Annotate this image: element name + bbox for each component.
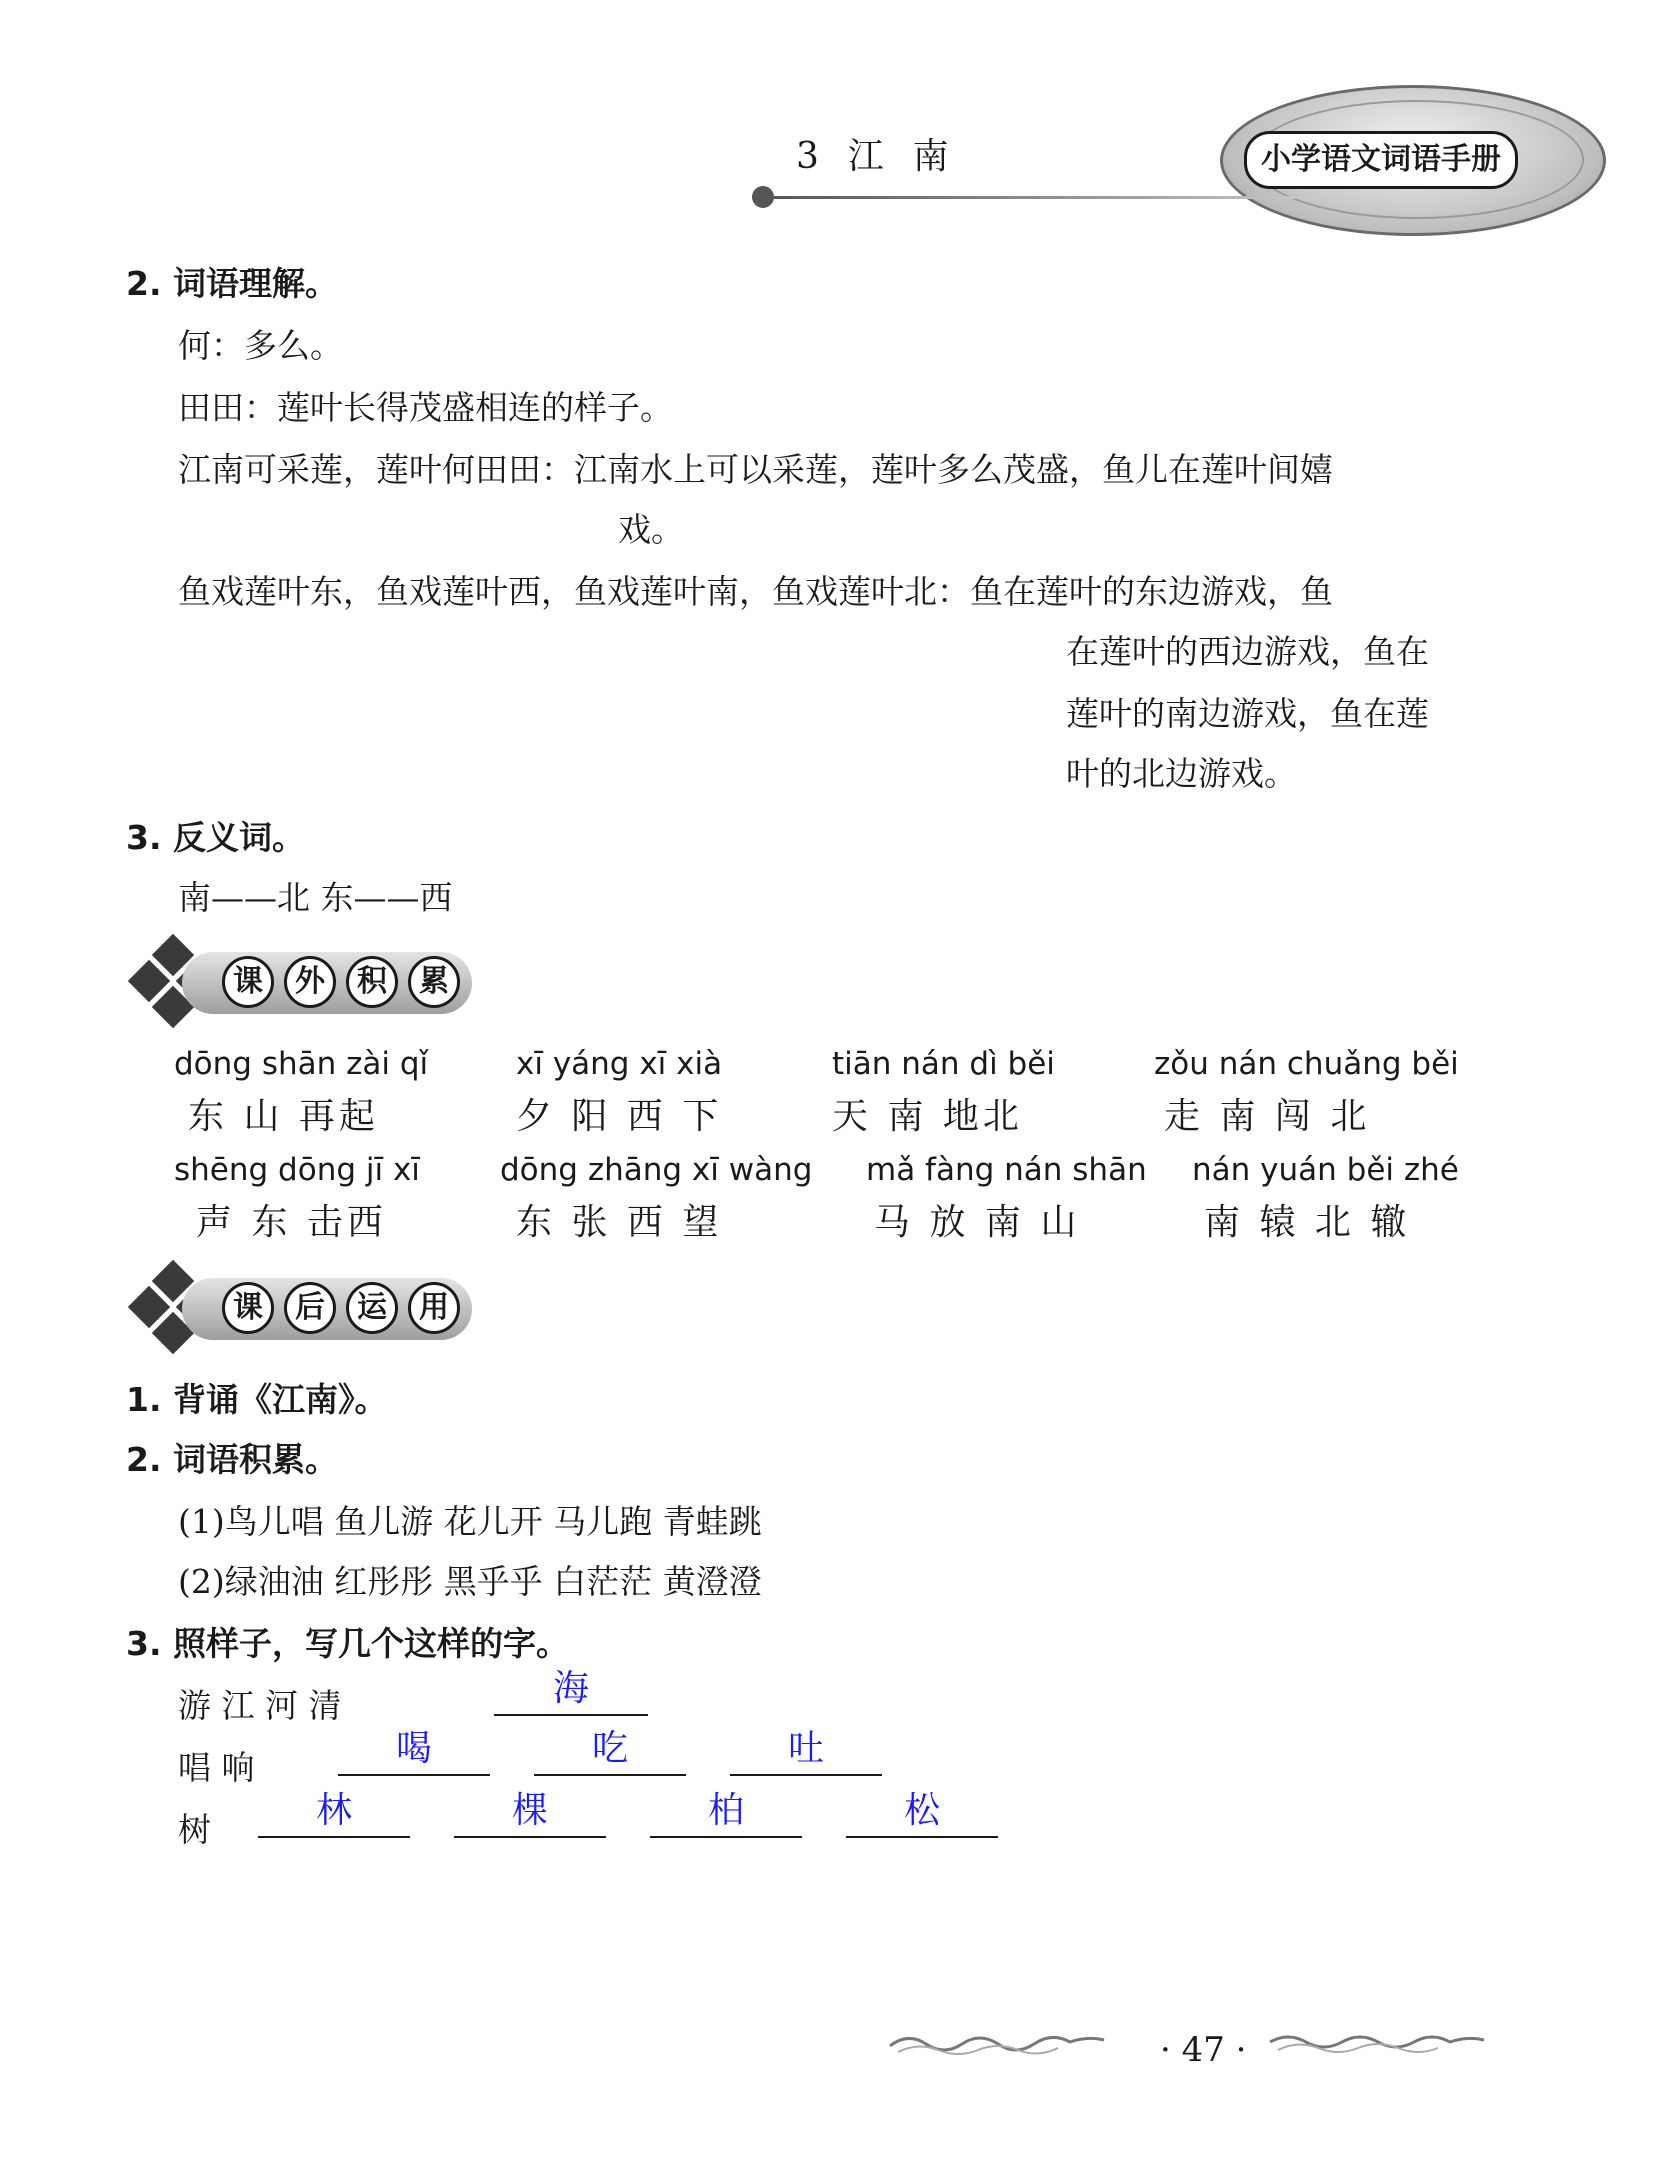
idiom-item xyxy=(516,1046,846,1139)
idiom-hanzi: 马 放 南 山 xyxy=(874,1202,1081,1243)
idiom-item xyxy=(174,1046,504,1139)
idiom-hanzi: 东 张 西 望 xyxy=(516,1202,723,1243)
exercise-row-3-prefix: 树 xyxy=(178,1810,211,1849)
definition-line2-cont-1: 在莲叶的西边游戏，鱼在 xyxy=(1066,632,1429,671)
idiom-item xyxy=(1192,1152,1522,1245)
section-badge-extracurricular xyxy=(124,930,484,1040)
after-item-recite: 1. 背诵《江南》。 xyxy=(126,1380,388,1419)
badge-char: 累 xyxy=(408,956,460,1008)
idiom-pinyin: tiān nán dì běi xyxy=(832,1046,1055,1082)
word-row-1: (1)鸟儿唱 鱼儿游 花儿开 马儿跑 青蛙跳 xyxy=(178,1502,762,1541)
idiom-item xyxy=(866,1152,1196,1245)
word-row-2: (2)绿油油 红彤彤 黑乎乎 白茫茫 黄澄澄 xyxy=(178,1562,762,1601)
lesson-title: 3 江 南 xyxy=(796,136,951,177)
definition-line1: 江南可采莲，莲叶何田田：江南水上可以采莲，莲叶多么茂盛，鱼儿在莲叶间嬉 xyxy=(178,450,1333,489)
definition-line2: 鱼戏莲叶东，鱼戏莲叶西，鱼戏莲叶南，鱼戏莲叶北：鱼在莲叶的东边游戏，鱼 xyxy=(178,572,1333,611)
idiom-hanzi: 东 山 再起 xyxy=(188,1096,379,1137)
idiom-hanzi: 声 东 击西 xyxy=(196,1202,387,1243)
answer-blank[interactable]: 吐 xyxy=(730,1728,882,1776)
wave-ornament-left xyxy=(888,2028,1108,2058)
exercise-row-1-prefix: 游 江 河 清 xyxy=(178,1686,342,1725)
exercise-row-2-prefix: 唱 响 xyxy=(178,1748,255,1787)
section-word-understanding-heading: 2. 词语理解。 xyxy=(126,264,338,303)
definition-line2-cont-3: 叶的北边游戏。 xyxy=(1066,754,1297,793)
idiom-item xyxy=(832,1046,1162,1139)
idiom-pinyin: nán yuán běi zhé xyxy=(1192,1152,1459,1188)
header-rule xyxy=(760,196,1320,199)
badge-char: 课 xyxy=(222,956,274,1008)
badge-char: 积 xyxy=(346,956,398,1008)
idiom-pinyin: xī yáng xī xià xyxy=(516,1046,723,1082)
idiom-pinyin: zǒu nán chuǎng běi xyxy=(1154,1046,1459,1082)
badge-char: 用 xyxy=(408,1282,460,1334)
page-number: · 47 · xyxy=(1160,2030,1247,2070)
after-item-write-chars: 3. 照样子，写几个这样的字。 xyxy=(126,1624,569,1663)
after-item-word-accumulation: 2. 词语积累。 xyxy=(126,1440,338,1479)
answer-blank[interactable]: 吃 xyxy=(534,1728,686,1776)
definition-line2-cont-2: 莲叶的南边游戏，鱼在莲 xyxy=(1066,694,1429,733)
idiom-pinyin: dōng shān zài qǐ xyxy=(174,1046,429,1082)
badge-char: 后 xyxy=(284,1282,336,1334)
answer-blank[interactable]: 柏 xyxy=(650,1790,802,1838)
wave-ornament-right xyxy=(1268,2028,1488,2058)
answer-blank[interactable]: 喝 xyxy=(338,1728,490,1776)
idiom-item xyxy=(500,1152,830,1245)
answer-blank[interactable]: 棵 xyxy=(454,1790,606,1838)
section-badge-after-class xyxy=(124,1256,484,1366)
idiom-pinyin: dōng zhāng xī wàng xyxy=(500,1152,813,1188)
idiom-item xyxy=(1154,1046,1484,1139)
definition-tiantian: 田田：莲叶长得茂盛相连的样子。 xyxy=(178,388,673,427)
definition-he: 何：多么。 xyxy=(178,326,343,365)
section-antonyms-heading: 3. 反义词。 xyxy=(126,818,305,857)
antonym-pairs: 南——北 东——西 xyxy=(178,878,453,917)
answer-blank[interactable]: 林 xyxy=(258,1790,410,1838)
book-title-label: 小学语文词语手册 xyxy=(1244,131,1518,189)
idiom-item xyxy=(174,1152,504,1245)
badge-char: 运 xyxy=(346,1282,398,1334)
answer-blank[interactable]: 松 xyxy=(846,1790,998,1838)
badge-char: 外 xyxy=(284,956,336,1008)
idiom-hanzi: 南 辕 北 辙 xyxy=(1204,1202,1411,1243)
idiom-pinyin: shēng dōng jī xī xyxy=(174,1152,420,1188)
definition-line1-cont: 戏。 xyxy=(618,510,684,549)
idiom-hanzi: 夕 阳 西 下 xyxy=(516,1096,723,1137)
idiom-hanzi: 走 南 闯 北 xyxy=(1164,1096,1371,1137)
badge-char: 课 xyxy=(222,1282,274,1334)
idiom-hanzi: 天 南 地北 xyxy=(832,1096,1023,1137)
idiom-pinyin: mǎ fàng nán shān xyxy=(866,1152,1147,1188)
answer-blank[interactable]: 海 xyxy=(494,1668,648,1716)
